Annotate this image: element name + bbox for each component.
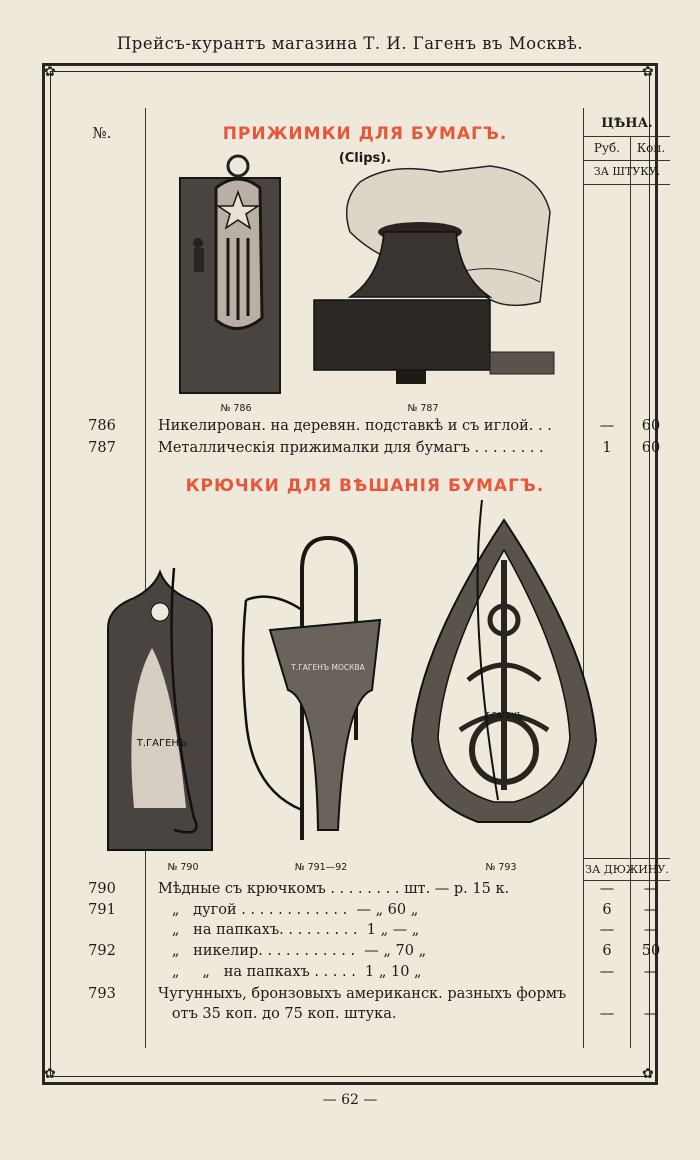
price-kop: — bbox=[643, 881, 659, 897]
item-description: Металлическія прижималки для бумагъ . . . . . . . . bbox=[158, 440, 544, 456]
item-description: „ „ на папкахъ . . . . . 1 „ 10 „ bbox=[158, 964, 422, 980]
price-kop: — bbox=[643, 964, 659, 980]
price-rub: — bbox=[599, 964, 615, 980]
figure-caption: № 791—92 bbox=[294, 862, 348, 873]
figure-caption: № 793 bbox=[485, 862, 517, 873]
corner-ornament-icon: ✿ bbox=[44, 64, 56, 80]
price-kop: — bbox=[643, 1006, 659, 1022]
figure-caption: № 790 bbox=[167, 862, 199, 873]
item-description: отъ 35 коп. до 75 коп. штука. bbox=[158, 1006, 397, 1022]
clip-787-illustration bbox=[310, 152, 560, 392]
price-kop: — bbox=[643, 922, 659, 938]
item-number: 786 bbox=[88, 418, 116, 434]
figure-caption: № 786 bbox=[220, 403, 252, 414]
page-number: — 62 — bbox=[322, 1092, 378, 1108]
price-rub: — bbox=[599, 922, 615, 938]
price-rub: — bbox=[599, 1006, 615, 1022]
hook-793-illustration bbox=[398, 500, 610, 856]
engraved-mark: Т.ГАГЕНЪ bbox=[136, 738, 188, 749]
engraved-mark: Т.ГАГЕНЪ МОСКВА bbox=[291, 663, 365, 672]
price-kop: 50 bbox=[641, 943, 661, 959]
hook-791-92-illustration bbox=[232, 530, 384, 850]
item-description: „ на папкахъ. . . . . . . . . 1 „ — „ bbox=[158, 922, 420, 938]
price-rub: — bbox=[599, 418, 615, 434]
hook-790-illustration bbox=[104, 568, 222, 860]
item-number: 792 bbox=[88, 943, 116, 959]
engraved-mark: Т.ГАГЕНЪ bbox=[485, 711, 523, 720]
figure-caption: № 787 bbox=[407, 403, 439, 414]
header-rule bbox=[583, 136, 670, 137]
running-head: Прейсъ-курантъ магазина Т. И. Гагенъ въ Москвѣ. bbox=[116, 34, 584, 53]
corner-ornament-icon: ✿ bbox=[44, 1066, 56, 1082]
column-header-kop: Коп. bbox=[636, 141, 666, 155]
clip-786-illustration bbox=[176, 148, 288, 398]
item-description: „ дугой . . . . . . . . . . . . — „ 60 „ bbox=[158, 902, 419, 918]
item-description: Мѣдные съ крючкомъ . . . . . . . . шт. — р. 15 к. bbox=[158, 881, 510, 897]
column-header-rub: Руб. bbox=[593, 141, 621, 155]
column-header-number: №. bbox=[92, 124, 112, 142]
price-rub: 6 bbox=[602, 902, 612, 918]
column-header-per-dozen: ЗА ДЮЖИНУ. bbox=[585, 863, 669, 876]
price-rub: — bbox=[599, 881, 615, 897]
item-description: Никелирован. на деревян. подставкѣ и съ иглой. . . bbox=[158, 418, 552, 434]
corner-ornament-icon: ✿ bbox=[642, 64, 654, 80]
header-rule bbox=[583, 160, 670, 161]
section-subtitle-clips: (Clips). bbox=[338, 151, 392, 166]
item-number: 791 bbox=[88, 902, 116, 918]
price-kop: 60 bbox=[641, 418, 661, 434]
column-header-per-piece: ЗА ШТУКУ. bbox=[593, 165, 661, 178]
section-title-hooks: КРЮЧКИ ДЛЯ ВѢШАНІЯ БУМАГЪ. bbox=[185, 476, 545, 496]
item-number: 790 bbox=[88, 881, 116, 897]
item-description: „ никелир. . . . . . . . . . . — „ 70 „ bbox=[158, 943, 427, 959]
price-rub: 6 bbox=[602, 943, 612, 959]
item-description: Чугунныхъ, бронзовыхъ американск. разныхъ формъ bbox=[158, 986, 567, 1002]
item-number: 793 bbox=[88, 986, 116, 1002]
header-rule bbox=[583, 184, 670, 185]
price-rub: 1 bbox=[602, 440, 612, 456]
section-title-clips: ПРИЖИМКИ ДЛЯ БУМАГЪ. bbox=[222, 124, 508, 144]
item-number: 787 bbox=[88, 440, 116, 456]
header-rule bbox=[583, 858, 670, 859]
price-kop: 60 bbox=[641, 440, 661, 456]
corner-ornament-icon: ✿ bbox=[642, 1066, 654, 1082]
price-kop: — bbox=[643, 902, 659, 918]
column-header-price: ЦѢНА. bbox=[601, 116, 653, 131]
